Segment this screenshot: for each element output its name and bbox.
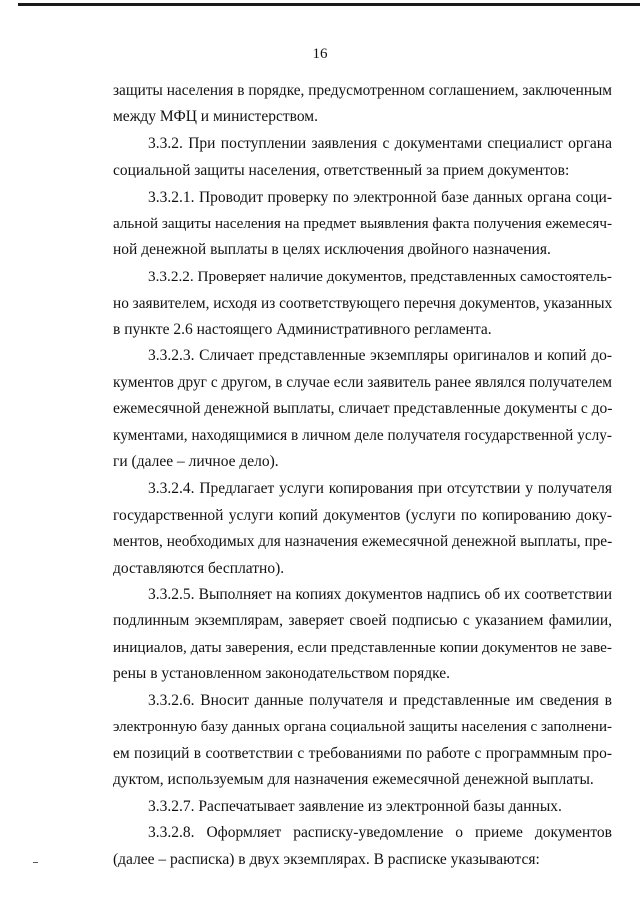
text-line: государственной услуги копий документов (услуги по копированию доку- <box>113 507 612 524</box>
text-line: 3.3.2.3. Сличает представленные экземпляры оригиналов и копий до- <box>148 347 612 364</box>
text-line: инициалов, даты заверения, если представленные копии документов не заве- <box>113 639 612 656</box>
text-line: но заявителем, исходя из соответствующего перечня документов, указанных <box>113 295 613 312</box>
text-line: 3.3.2. При поступлении заявления с документами специалист органа <box>148 135 612 152</box>
text-line: подлинным экземплярам, заверяет своей подписью с указанием фамилии, <box>113 612 612 629</box>
text-line: дуктом, используемым для назначения ежемесячной денежной выплаты. <box>113 771 594 788</box>
text-line: кументов друг с другом, в случае если заявитель ранее являлся получателем <box>113 374 612 391</box>
text-line: в пункте 2.6 настоящего Административного регламента. <box>113 321 492 338</box>
text-line: ментов, необходимых для назначения ежемесячной денежной выплаты, пре- <box>113 533 613 550</box>
text-line: защиты населения в порядке, предусмотренном соглашением, заключенным <box>113 82 612 99</box>
text-line: 3.3.2.2. Проверяет наличие документов, представленных самостоятель- <box>148 268 612 285</box>
text-line: 3.3.2.6. Вносит данные получателя и представленные им сведения в <box>148 692 612 709</box>
text-line: рены в установленном законодательством порядке. <box>113 665 451 682</box>
text-line: 3.3.2.5. Выполняет на копиях документов надпись об их соответствии <box>148 586 612 603</box>
text-line: альной защиты населения на предмет выявления факта получения ежемесяч- <box>113 216 612 232</box>
scan-margin-mark <box>33 862 38 863</box>
page-number: 16 <box>312 46 328 62</box>
text-line: 3.3.2.4. Предлагает услуги копирования при отсутствии у получателя <box>148 480 612 497</box>
text-line: 3.3.2.1. Проводит проверку по электронной базе данных органа соци- <box>148 189 612 206</box>
text-line: ежемесячной денежной выплаты, сличает представленные документы с до- <box>113 400 613 417</box>
text-line: электронную базу данных органа социальной защиты населения с заполнени- <box>113 719 612 735</box>
text-line: кументами, находящимися в личном деле получателя государственной услу- <box>113 427 612 444</box>
text-line: ги (далее – личное дело). <box>113 453 279 470</box>
top-rule <box>18 3 640 6</box>
text-line: 3.3.2.7. Распечатывает заявление из электронной базы данных. <box>148 798 562 815</box>
text-line: между МФЦ и министерством. <box>113 108 318 125</box>
text-line: доставляются бесплатно). <box>113 560 285 577</box>
text-line: ной денежной выплаты в целях исключения двойного назначения. <box>113 241 551 258</box>
text-line: 3.3.2.8. Оформляет расписку-уведомление о приеме документов <box>148 824 612 841</box>
text-line: ем позиций в соответствии с требованиями по работе с программным про- <box>113 745 612 762</box>
text-line: социальной защиты населения, ответственный за прием документов: <box>113 162 570 179</box>
text-line: (далее – расписка) в двух экземплярах. В расписке указываются: <box>113 851 540 868</box>
